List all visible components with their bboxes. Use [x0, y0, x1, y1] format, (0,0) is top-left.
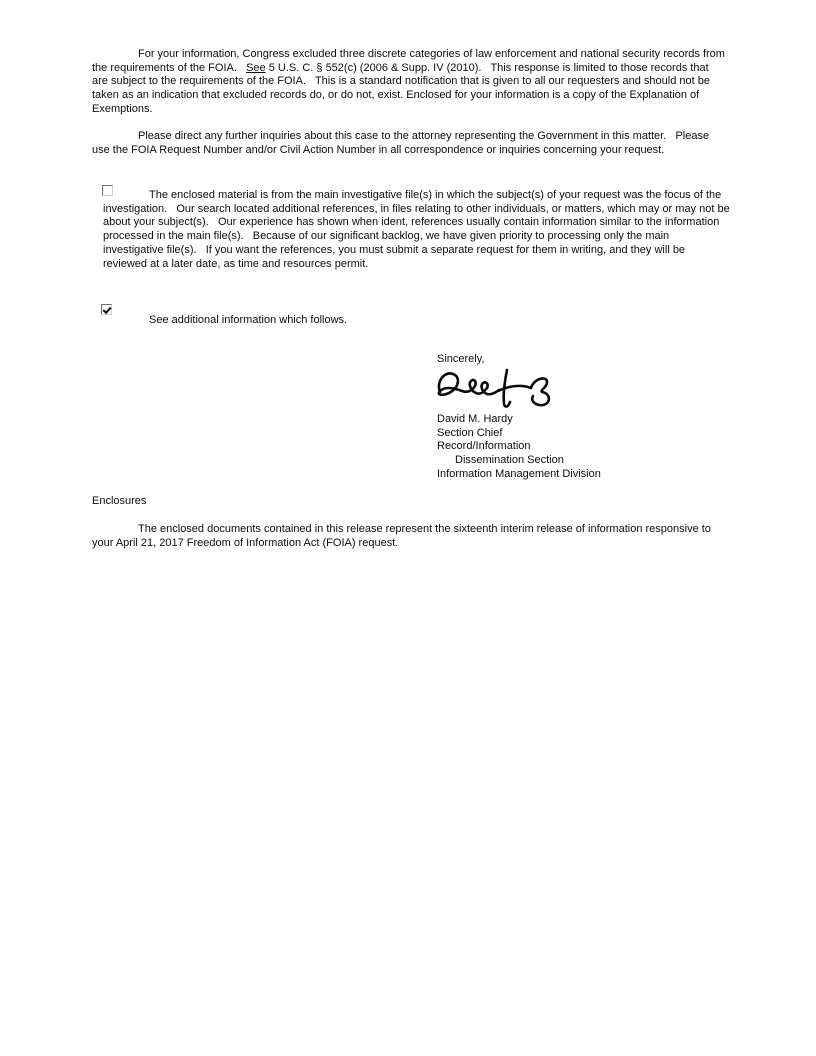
- signer-dept-line1: Record/Information: [437, 440, 531, 453]
- signer-title: Section Chief: [437, 426, 503, 439]
- signature-handwritten: [434, 368, 566, 414]
- paragraph-additional-info: See additional information which follows.: [149, 314, 348, 326]
- salutation: Sincerely,: [437, 353, 485, 365]
- signer-division: Information Management Division: [437, 467, 601, 480]
- signer-name: David M. Hardy: [437, 413, 513, 425]
- checkbox-additional-information[interactable]: [101, 304, 112, 315]
- paragraph-inquiries: Please direct any further inquiries about this case to the attorney representing the Government in this matter. Please use the FOIA Request Number and/or Civil Action Number in all correspondence or inquiries concerning your request.: [92, 130, 713, 156]
- checkmark-icon: [102, 305, 111, 314]
- enclosures-label: Enclosures: [92, 495, 147, 507]
- signer-dept-line2: Dissemination Section: [455, 454, 564, 467]
- paragraph-interim-release: The enclosed documents contained in this release represent the sixteenth interim release of information responsive to your April 21, 2017 Freedom of Information Act (FOIA) request.: [92, 523, 714, 549]
- paragraph-foia-exclusions: For your information, Congress excluded three discrete categories of law enforcement and national security records from the requirements of the FOIA. See 5 U.S. C. § 552(c) (2006 & Supp. IV (2010). This response is limited to those records that are subject to the requirements of the FOIA. This is a standard notification that is given to all our requesters and should not be taken as an indication that excluded records do, or do not, exist. Enclosed for your information is a copy of the Explanation of Exemptions.: [92, 48, 729, 115]
- paragraph-main-file-references: The enclosed material is from the main investigative file(s) in which the subject(s) of your request was the focus of the investigation. Our search located additional references, in files relating to other individuals, or matters, which may or may not be about your subject(s). Our experience has shown when ident, references usually contain information similar to the information processed in the main file(s). Because of our significant backlog, we have given priority to processing only the main investigative file(s). If you want the references, you must submit a separate request for them in writing, and they will be reviewed at a later date, as time and resources permit.: [103, 189, 733, 270]
- signature-block: [437, 413, 601, 482]
